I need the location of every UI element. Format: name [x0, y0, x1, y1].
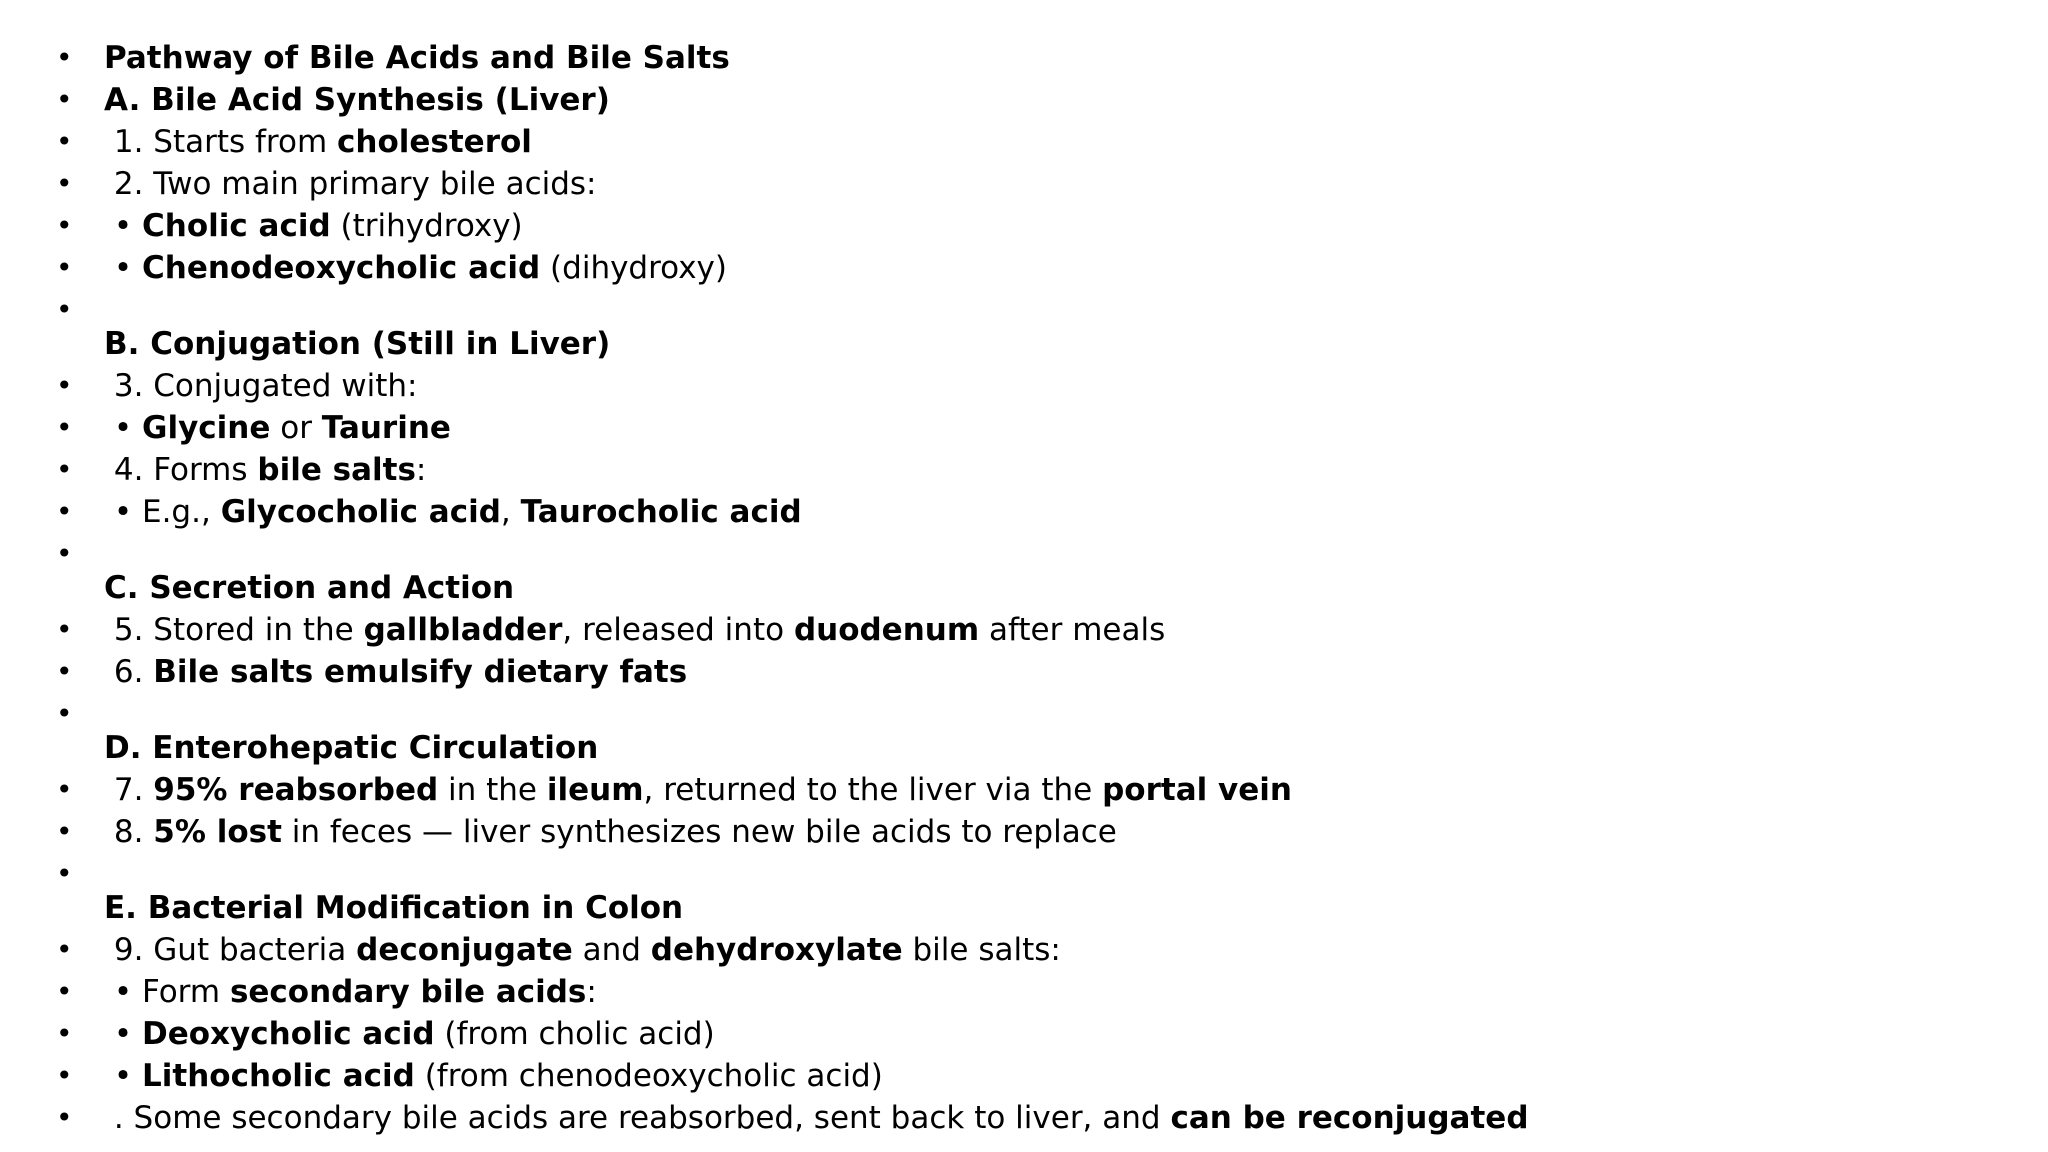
list-item [56, 609, 1956, 651]
text-run: • [104, 208, 142, 244]
list-item [56, 365, 1956, 407]
section-heading [56, 37, 1956, 79]
text-run: 9. Gut bacteria [104, 932, 357, 968]
list-item [56, 1013, 1956, 1055]
text-run: (from chenodeoxycholic acid) [414, 1058, 883, 1094]
text-run: • E.g., [104, 494, 221, 530]
bold-text: D. Enterohepatic Circulation [104, 730, 599, 766]
text-run: (trihydroxy) [330, 208, 523, 244]
bold-text: 5% lost [153, 814, 282, 850]
list-item-text [104, 247, 727, 289]
list-item [56, 163, 1956, 205]
bullet-icon: • [56, 369, 73, 402]
list-item-text [104, 365, 417, 407]
list-item [56, 811, 1956, 853]
text-run: and [572, 932, 651, 968]
text-run: 7. [104, 772, 154, 808]
list-item-text [104, 205, 523, 247]
list-item-text [104, 1055, 883, 1097]
text-run: 8. [104, 814, 154, 850]
list-item-text [104, 769, 1292, 811]
list-item [56, 651, 1956, 693]
bold-text: Taurocholic acid [520, 494, 802, 530]
bullet-icon: • [56, 1101, 73, 1134]
text-run: , [500, 494, 521, 530]
list-item [56, 929, 1956, 971]
empty-list-item [56, 853, 1956, 890]
list-item [56, 1055, 1956, 1097]
section-heading [56, 79, 1956, 121]
list-item-text [104, 37, 730, 79]
list-item [56, 247, 1956, 289]
list-item-text [104, 491, 802, 533]
bold-text: 95% reabsorbed [153, 772, 439, 808]
bold-text: B. Conjugation (Still in Liver) [104, 326, 611, 362]
empty-list-item [56, 693, 1956, 730]
bullet-icon: • [56, 655, 73, 688]
list-item-text [104, 449, 426, 491]
text-run: 4. Forms [104, 452, 258, 488]
text-run: : [415, 452, 427, 488]
text-run: , returned to the liver via the [643, 772, 1103, 808]
text-run: • [104, 1016, 142, 1052]
bold-text: duodenum [793, 612, 980, 648]
bold-text: Taurine [321, 410, 451, 446]
text-run: (from cholic acid) [434, 1016, 715, 1052]
bullet-icon: • [56, 83, 73, 116]
list-item-text [104, 1013, 715, 1055]
list-item-text [104, 567, 514, 609]
list-item-text [104, 163, 597, 205]
list-item-text [104, 407, 451, 449]
text-run: 1. Starts from [104, 124, 338, 160]
bold-text: secondary bile acids [229, 974, 587, 1010]
list-item-text [104, 609, 1165, 651]
text-run: in feces — liver synthesizes new bile acids to replace [281, 814, 1117, 850]
list-item-text [104, 811, 1117, 853]
bullet-icon: • [56, 975, 73, 1008]
list-item-text [104, 121, 532, 163]
section-heading [56, 887, 1956, 929]
section-heading [56, 323, 1956, 365]
bullet-icon: • [56, 773, 73, 806]
bullet-icon: • [56, 613, 73, 646]
list-item [56, 407, 1956, 449]
list-item-text [104, 651, 687, 693]
list-item [56, 769, 1956, 811]
bullet-icon: • [56, 857, 73, 890]
bullet-icon: • [56, 495, 73, 528]
bullet-icon: • [56, 125, 73, 158]
list-item-text [104, 929, 1061, 971]
list-item-text [104, 727, 598, 769]
bold-text: Bile salts emulsify dietary fats [153, 654, 688, 690]
bullet-icon: • [56, 167, 73, 200]
bullet-icon: • [56, 411, 73, 444]
bullet-icon: • [56, 697, 73, 730]
bullet-icon: • [56, 251, 73, 284]
list-item-text [104, 887, 683, 929]
text-run: . Some secondary bile acids are reabsorbed, sent back to liver, and [104, 1100, 1171, 1136]
text-run: or [270, 410, 322, 446]
bullet-icon: • [56, 933, 73, 966]
text-run: 3. Conjugated with: [104, 368, 418, 404]
list-item-text [104, 971, 597, 1013]
empty-list-item [56, 533, 1956, 570]
list-item [56, 449, 1956, 491]
text-run: 6. [104, 654, 154, 690]
bold-text: Chenodeoxycholic acid [142, 250, 541, 286]
text-run: (dihydroxy) [540, 250, 727, 286]
list-item-text [104, 1097, 1529, 1139]
text-run: : [586, 974, 597, 1010]
bold-text: portal vein [1102, 772, 1292, 808]
bullet-icon: • [56, 209, 73, 242]
list-item [56, 1097, 1956, 1139]
bold-text: Glycine [142, 410, 271, 446]
bold-text: A. Bile Acid Synthesis (Liver) [104, 82, 610, 118]
bold-text: E. Bacterial Modification in Colon [104, 890, 684, 926]
list-item [56, 491, 1956, 533]
bold-text: Lithocholic acid [142, 1058, 415, 1094]
list-item-text [104, 323, 610, 365]
bullet-icon: • [56, 537, 73, 570]
text-run: • [104, 250, 142, 286]
bold-text: dehydroxylate [650, 932, 903, 968]
bold-text: Pathway of Bile Acids and Bile Salts [104, 40, 730, 76]
bullet-icon: • [56, 453, 73, 486]
bullet-icon: • [56, 1017, 73, 1050]
text-run: • [104, 1058, 142, 1094]
bold-text: Glycocholic acid [220, 494, 501, 530]
section-heading [56, 567, 1956, 609]
text-run: 5. Stored in the [104, 612, 364, 648]
text-run: • [104, 410, 142, 446]
list-item [56, 971, 1956, 1013]
bold-text: Deoxycholic acid [142, 1016, 435, 1052]
list-item [56, 121, 1956, 163]
bold-text: Cholic acid [142, 208, 331, 244]
bullet-list [56, 37, 1956, 1139]
bullet-icon: • [56, 41, 73, 74]
text-run: in the [438, 772, 547, 808]
text-run: • Form [104, 974, 230, 1010]
bold-text: can be reconjugated [1170, 1100, 1529, 1136]
bold-text: deconjugate [356, 932, 573, 968]
bold-text: gallbladder [363, 612, 563, 648]
bold-text: cholesterol [337, 124, 532, 160]
text-run: , released into [562, 612, 794, 648]
bold-text: bile salts [257, 452, 416, 488]
bold-text: C. Secretion and Action [104, 570, 515, 606]
bullet-icon: • [56, 293, 73, 326]
bullet-icon: • [56, 815, 73, 848]
bold-text: ileum [546, 772, 644, 808]
text-run: bile salts: [902, 932, 1061, 968]
empty-list-item [56, 289, 1956, 326]
text-run: after meals [979, 612, 1166, 648]
list-item-text [104, 79, 610, 121]
text-run: 2. Two main primary bile acids: [104, 166, 597, 202]
section-heading [56, 727, 1956, 769]
list-item [56, 205, 1956, 247]
bullet-icon: • [56, 1059, 73, 1092]
